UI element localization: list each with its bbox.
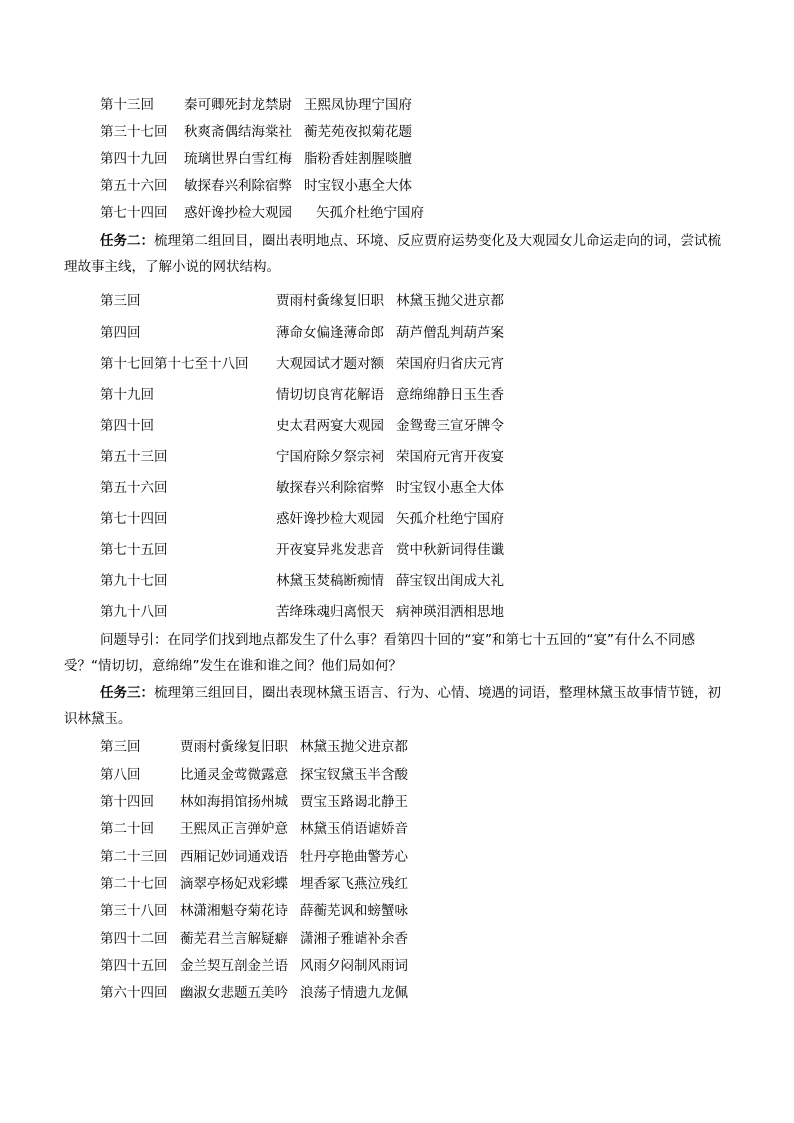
chapter-title-a: 比通灵金莺微露意: [180, 767, 288, 783]
chapter-title-a: 贾雨村夤缘复旧职: [180, 739, 288, 755]
chapter-line: [100, 417, 504, 435]
chapter-line: [100, 355, 504, 373]
chapter-line: [100, 572, 504, 590]
chapter-number: 第六十四回: [100, 985, 168, 1001]
chapter-title-a: 金兰契互剖金兰语: [180, 958, 288, 974]
chapter-title-a: 秦可卿死封龙禁尉: [184, 97, 292, 113]
chapter-line: [100, 386, 504, 404]
chapter-title-b: 埋香冢飞燕泣残红: [300, 876, 408, 892]
chapter-line: [100, 957, 408, 975]
chapter-line: [100, 479, 504, 497]
chapter-title-b: 脂粉香娃割腥啖膻: [304, 151, 412, 167]
chapter-line: [100, 510, 504, 528]
chapter-line: [100, 875, 408, 893]
chapter-title-a: 琉璃世界白雪红梅: [184, 151, 292, 167]
chapter-title-b: 蘅芜苑夜拟菊花题: [304, 124, 412, 140]
chapter-title-b: 王熙凤协理宁国府: [304, 97, 412, 113]
chapter-number: 第八回: [100, 767, 141, 783]
chapter-line: [100, 324, 504, 342]
chapter-title-a: 林潇湘魁夺菊花诗: [180, 903, 288, 919]
chapter-line: [100, 150, 412, 168]
chapter-title-b: 风雨夕闷制风雨词: [300, 958, 408, 974]
chapter-title-b: 探宝钗黛玉半含酸: [300, 767, 408, 783]
chapter-title-a: 开夜宴异兆发悲音: [276, 542, 384, 558]
chapter-title-b: 荣国府元宵开夜宴: [396, 449, 504, 465]
chapter-title-b: 林黛玉俏语谑娇音: [300, 821, 408, 837]
chapter-number: 第七十四回: [100, 205, 168, 221]
chapter-title-b: 矢孤介杜绝宁国府: [316, 205, 424, 221]
chapter-number: 第四十九回: [100, 151, 168, 167]
chapter-title-a: 情切切良宵花解语: [276, 387, 384, 403]
chapter-number: 第四十回: [100, 418, 154, 434]
chapter-number: 第四回: [100, 325, 141, 341]
chapter-title-a: 大观园试才题对额: [276, 356, 384, 372]
chapter-number: 第三十七回: [100, 124, 168, 140]
chapter-number: 第三回: [100, 293, 141, 309]
chapter-line: [100, 448, 504, 466]
chapter-number: 第四十五回: [100, 958, 168, 974]
chapter-number: 第七十五回: [100, 542, 168, 558]
chapter-title-a: 薄命女偏逢薄命郎: [276, 325, 384, 341]
chapter-title-a: 史太君两宴大观园: [276, 418, 384, 434]
chapter-title-a: 滴翠亭杨妃戏彩蝶: [180, 876, 288, 892]
chapter-title-b: 牡丹亭艳曲警芳心: [300, 849, 408, 865]
chapter-title-a: 敏探春兴利除宿弊: [276, 480, 384, 496]
chapter-title-b: 病神瑛泪洒相思地: [396, 604, 504, 620]
chapter-number: 第十七回第十七至十八回: [100, 356, 249, 372]
chapter-number: 第四十二回: [100, 931, 168, 947]
chapter-number: 第七十四回: [100, 511, 168, 527]
guide-text: 问题导引：在同学们找到地点都发生了什么事？看第四十回的“宴”和第七十五回的“宴”有什么不同感受？“情切切，意绵绵”发生在谁和谁之间？他们局如何？: [64, 632, 695, 674]
chapter-number: 第九十七回: [100, 573, 168, 589]
chapter-title-b: 时宝钗小惠全大体: [396, 480, 504, 496]
task-label: 任务三：: [100, 685, 154, 701]
chapter-title-a: 林黛玉焚稿断痴情: [276, 573, 384, 589]
chapter-line: [100, 541, 504, 559]
chapter-number: 第十四回: [100, 794, 154, 810]
task-text: 梳理第二组回目，圈出表明地点、环境、反应贾府运势变化及大观园女儿命运走向的词，尝试梳理故事主线，了解小说的网状结构。: [64, 233, 721, 275]
chapter-title-b: 薛宝钗出闺成大礼: [396, 573, 504, 589]
chapter-title-a: 惑奸谗抄检大观园: [276, 511, 384, 527]
chapter-number: 第五十三回: [100, 449, 168, 465]
chapter-number: 第三十八回: [100, 903, 168, 919]
chapter-title-a: 敏探春兴利除宿弊: [184, 178, 292, 194]
chapter-number: 第九十八回: [100, 604, 168, 620]
chapter-title-b: 浪荡子情遗九龙佩: [300, 985, 408, 1001]
chapter-title-a: 西厢记妙词通戏语: [180, 849, 288, 865]
chapter-title-b: 矢孤介杜绝宁国府: [396, 511, 504, 527]
chapter-title-a: 幽淑女悲题五美吟: [180, 985, 288, 1001]
chapter-line: [100, 820, 408, 838]
chapter-number: 第二十三回: [100, 849, 168, 865]
chapter-line: [100, 984, 408, 1002]
chapter-title-b: 金鸳鸯三宣牙牌令: [396, 418, 504, 434]
chapter-number: 第三回: [100, 739, 141, 755]
chapter-line: [100, 603, 504, 621]
chapter-line: [100, 930, 408, 948]
chapter-line: [100, 204, 424, 222]
chapter-title-b: 荣国府归省庆元宵: [396, 356, 504, 372]
task-label: 任务二：: [100, 233, 154, 249]
task-text: 梳理第三组回目，圈出表现林黛玉语言、行为、心情、境遇的词语，整理林黛玉故事情节链，初识林黛玉。: [64, 685, 721, 727]
chapter-line: [100, 766, 408, 784]
chapter-title-b: 贾宝玉路谒北静王: [300, 794, 408, 810]
chapter-title-a: 惑奸谗抄检大观园: [184, 205, 292, 221]
chapter-title-a: 贾雨村夤缘复旧职: [276, 293, 384, 309]
chapter-line: [100, 96, 412, 114]
chapter-number: 第二十七回: [100, 876, 168, 892]
chapter-title-b: 意绵绵静日玉生香: [396, 387, 504, 403]
chapter-line: [100, 793, 408, 811]
chapter-number: 第二十回: [100, 821, 154, 837]
chapter-line: [100, 177, 412, 195]
chapter-title-a: 林如海捐馆扬州城: [180, 794, 288, 810]
chapter-title-a: 王熙凤正言弹妒意: [180, 821, 288, 837]
chapter-line: [100, 738, 408, 756]
chapter-title-b: 葫芦僧乱判葫芦案: [396, 325, 504, 341]
chapter-title-a: 宁国府除夕祭宗祠: [276, 449, 384, 465]
chapter-title-b: 潇湘子雅谑补余香: [300, 931, 408, 947]
chapter-title-a: 秋爽斋偶结海棠社: [184, 124, 292, 140]
chapter-title-a: 苦绛珠魂归离恨天: [276, 604, 384, 620]
chapter-line: [100, 848, 408, 866]
task-2-paragraph: [64, 228, 728, 280]
chapter-number: 第十三回: [100, 97, 154, 113]
chapter-line: [100, 902, 408, 920]
chapter-line: [100, 123, 412, 141]
chapter-number: 第五十六回: [100, 480, 168, 496]
chapter-title-b: 林黛玉抛父进京都: [300, 739, 408, 755]
question-guide-paragraph: [64, 627, 728, 679]
chapter-title-b: 薛蘅芜讽和螃蟹咏: [300, 903, 408, 919]
chapter-line: [100, 292, 504, 310]
chapter-title-a: 蘅芜君兰言解疑癖: [180, 931, 288, 947]
chapter-title-b: 时宝钗小惠全大体: [304, 178, 412, 194]
chapter-title-b: 林黛玉抛父进京都: [396, 293, 504, 309]
task-3-paragraph: [64, 680, 728, 732]
chapter-title-b: 赏中秋新词得佳谶: [396, 542, 504, 558]
chapter-number: 第十九回: [100, 387, 154, 403]
chapter-number: 第五十六回: [100, 178, 168, 194]
